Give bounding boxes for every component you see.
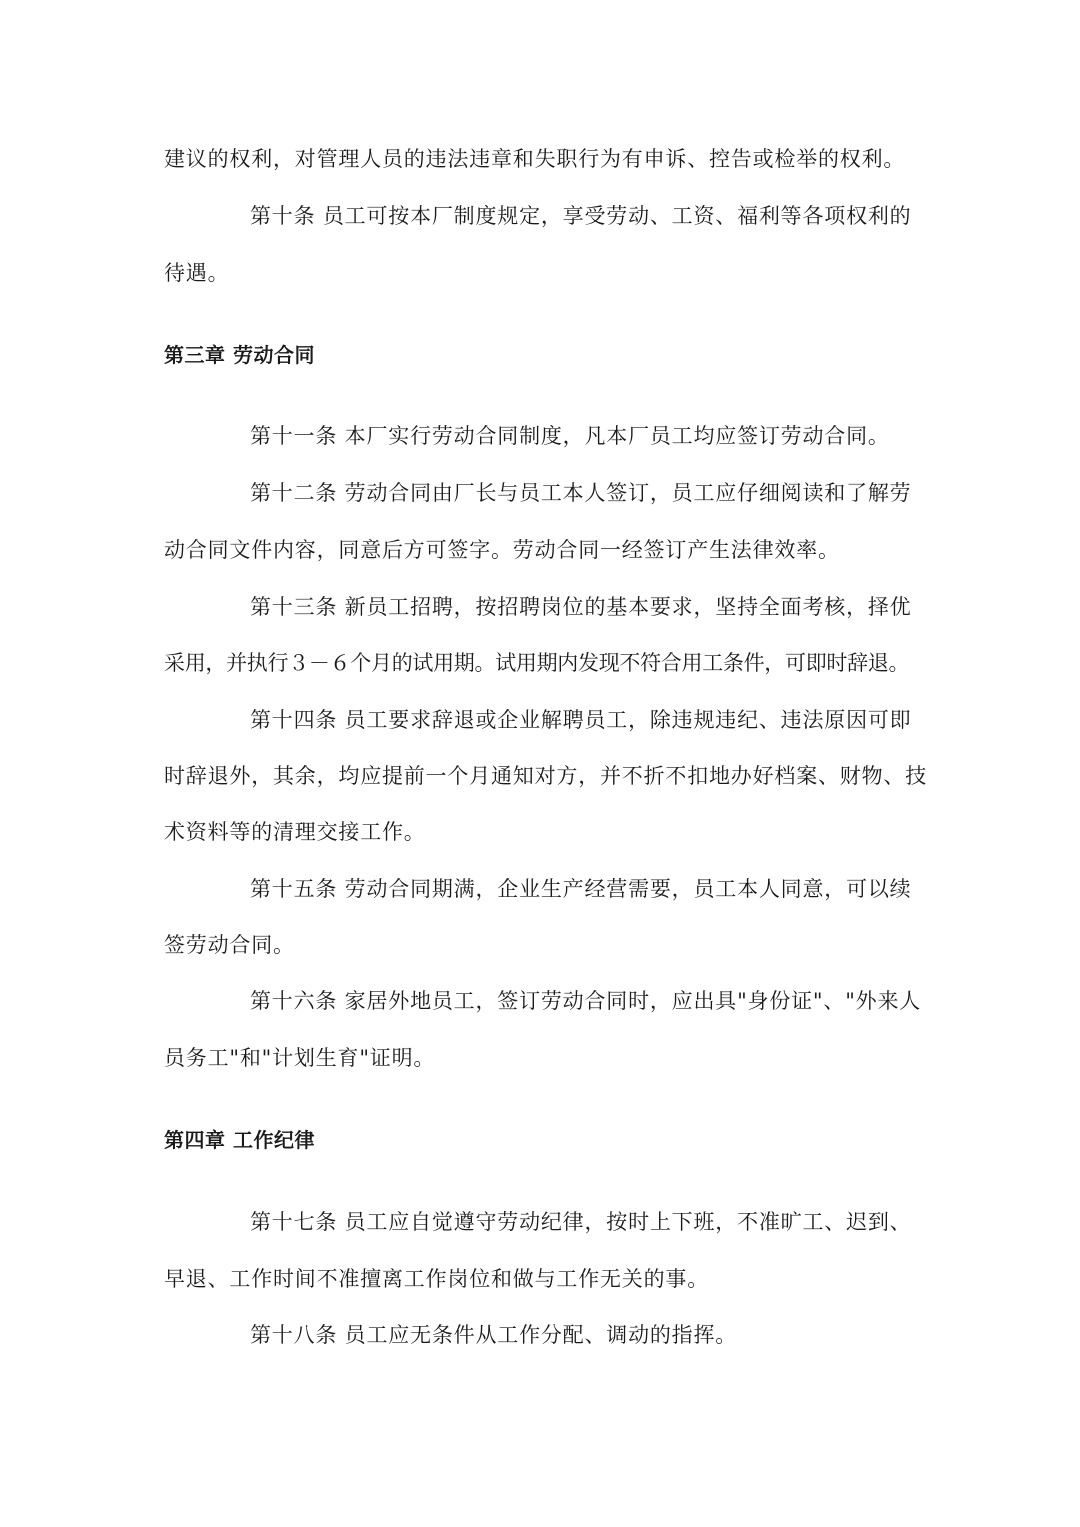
- article-10-line: 第十条 员工可按本厂制度规定，享受劳动、工资、福利等各项权利的: [250, 204, 912, 228]
- article-12-line: 动合同文件内容，同意后方可签字。劳动合同一经签订产生法律效率。: [164, 538, 840, 562]
- chapter-4-heading: 第四章 工作纪律: [164, 1128, 315, 1152]
- article-18-line: 第十八条 员工应无条件从工作分配、调动的指挥。: [250, 1323, 738, 1347]
- article-16-line: 第十六条 家居外地员工，签订劳动合同时，应出具"身份证"、"外来人: [250, 989, 922, 1013]
- article-17-line: 第十七条 员工应自觉遵守劳动纪律，按时上下班，不准旷工、迟到、: [250, 1210, 912, 1234]
- article-13-line: 第十三条 新员工招聘，按招聘岗位的基本要求，坚持全面考核，择优: [250, 595, 912, 619]
- article-14-line: 时辞退外，其余，均应提前一个月通知对方，并不折不扣地办好档案、财物、技: [164, 764, 927, 788]
- chapter-3-heading: 第三章 劳动合同: [164, 343, 315, 367]
- article-13-line: 采用，并执行３－６个月的试用期。试用期内发现不符合用工条件，可即时辞退。: [164, 651, 910, 675]
- article-14-line: 术资料等的清理交接工作。: [164, 820, 426, 844]
- article-16-line: 员务工"和"计划生育"证明。: [164, 1046, 436, 1070]
- paragraph-line: 建议的权利，对管理人员的违法违章和失职行为有申诉、控告或检举的权利。: [164, 147, 906, 171]
- article-15-line: 签劳动合同。: [164, 933, 295, 957]
- article-11-line: 第十一条 本厂实行劳动合同制度，凡本厂员工均应签订劳动合同。: [250, 424, 890, 448]
- article-14-line: 第十四条 员工要求辞退或企业解聘员工，除违规违纪、违法原因可即: [250, 708, 912, 732]
- article-10-line: 待遇。: [164, 261, 230, 285]
- article-15-line: 第十五条 劳动合同期满，企业生产经营需要，员工本人同意，可以续: [250, 877, 912, 901]
- article-12-line: 第十二条 劳动合同由厂长与员工本人签订，员工应仔细阅读和了解劳: [250, 481, 912, 505]
- article-17-line: 早退、工作时间不准擅离工作岗位和做与工作无关的事。: [164, 1267, 709, 1291]
